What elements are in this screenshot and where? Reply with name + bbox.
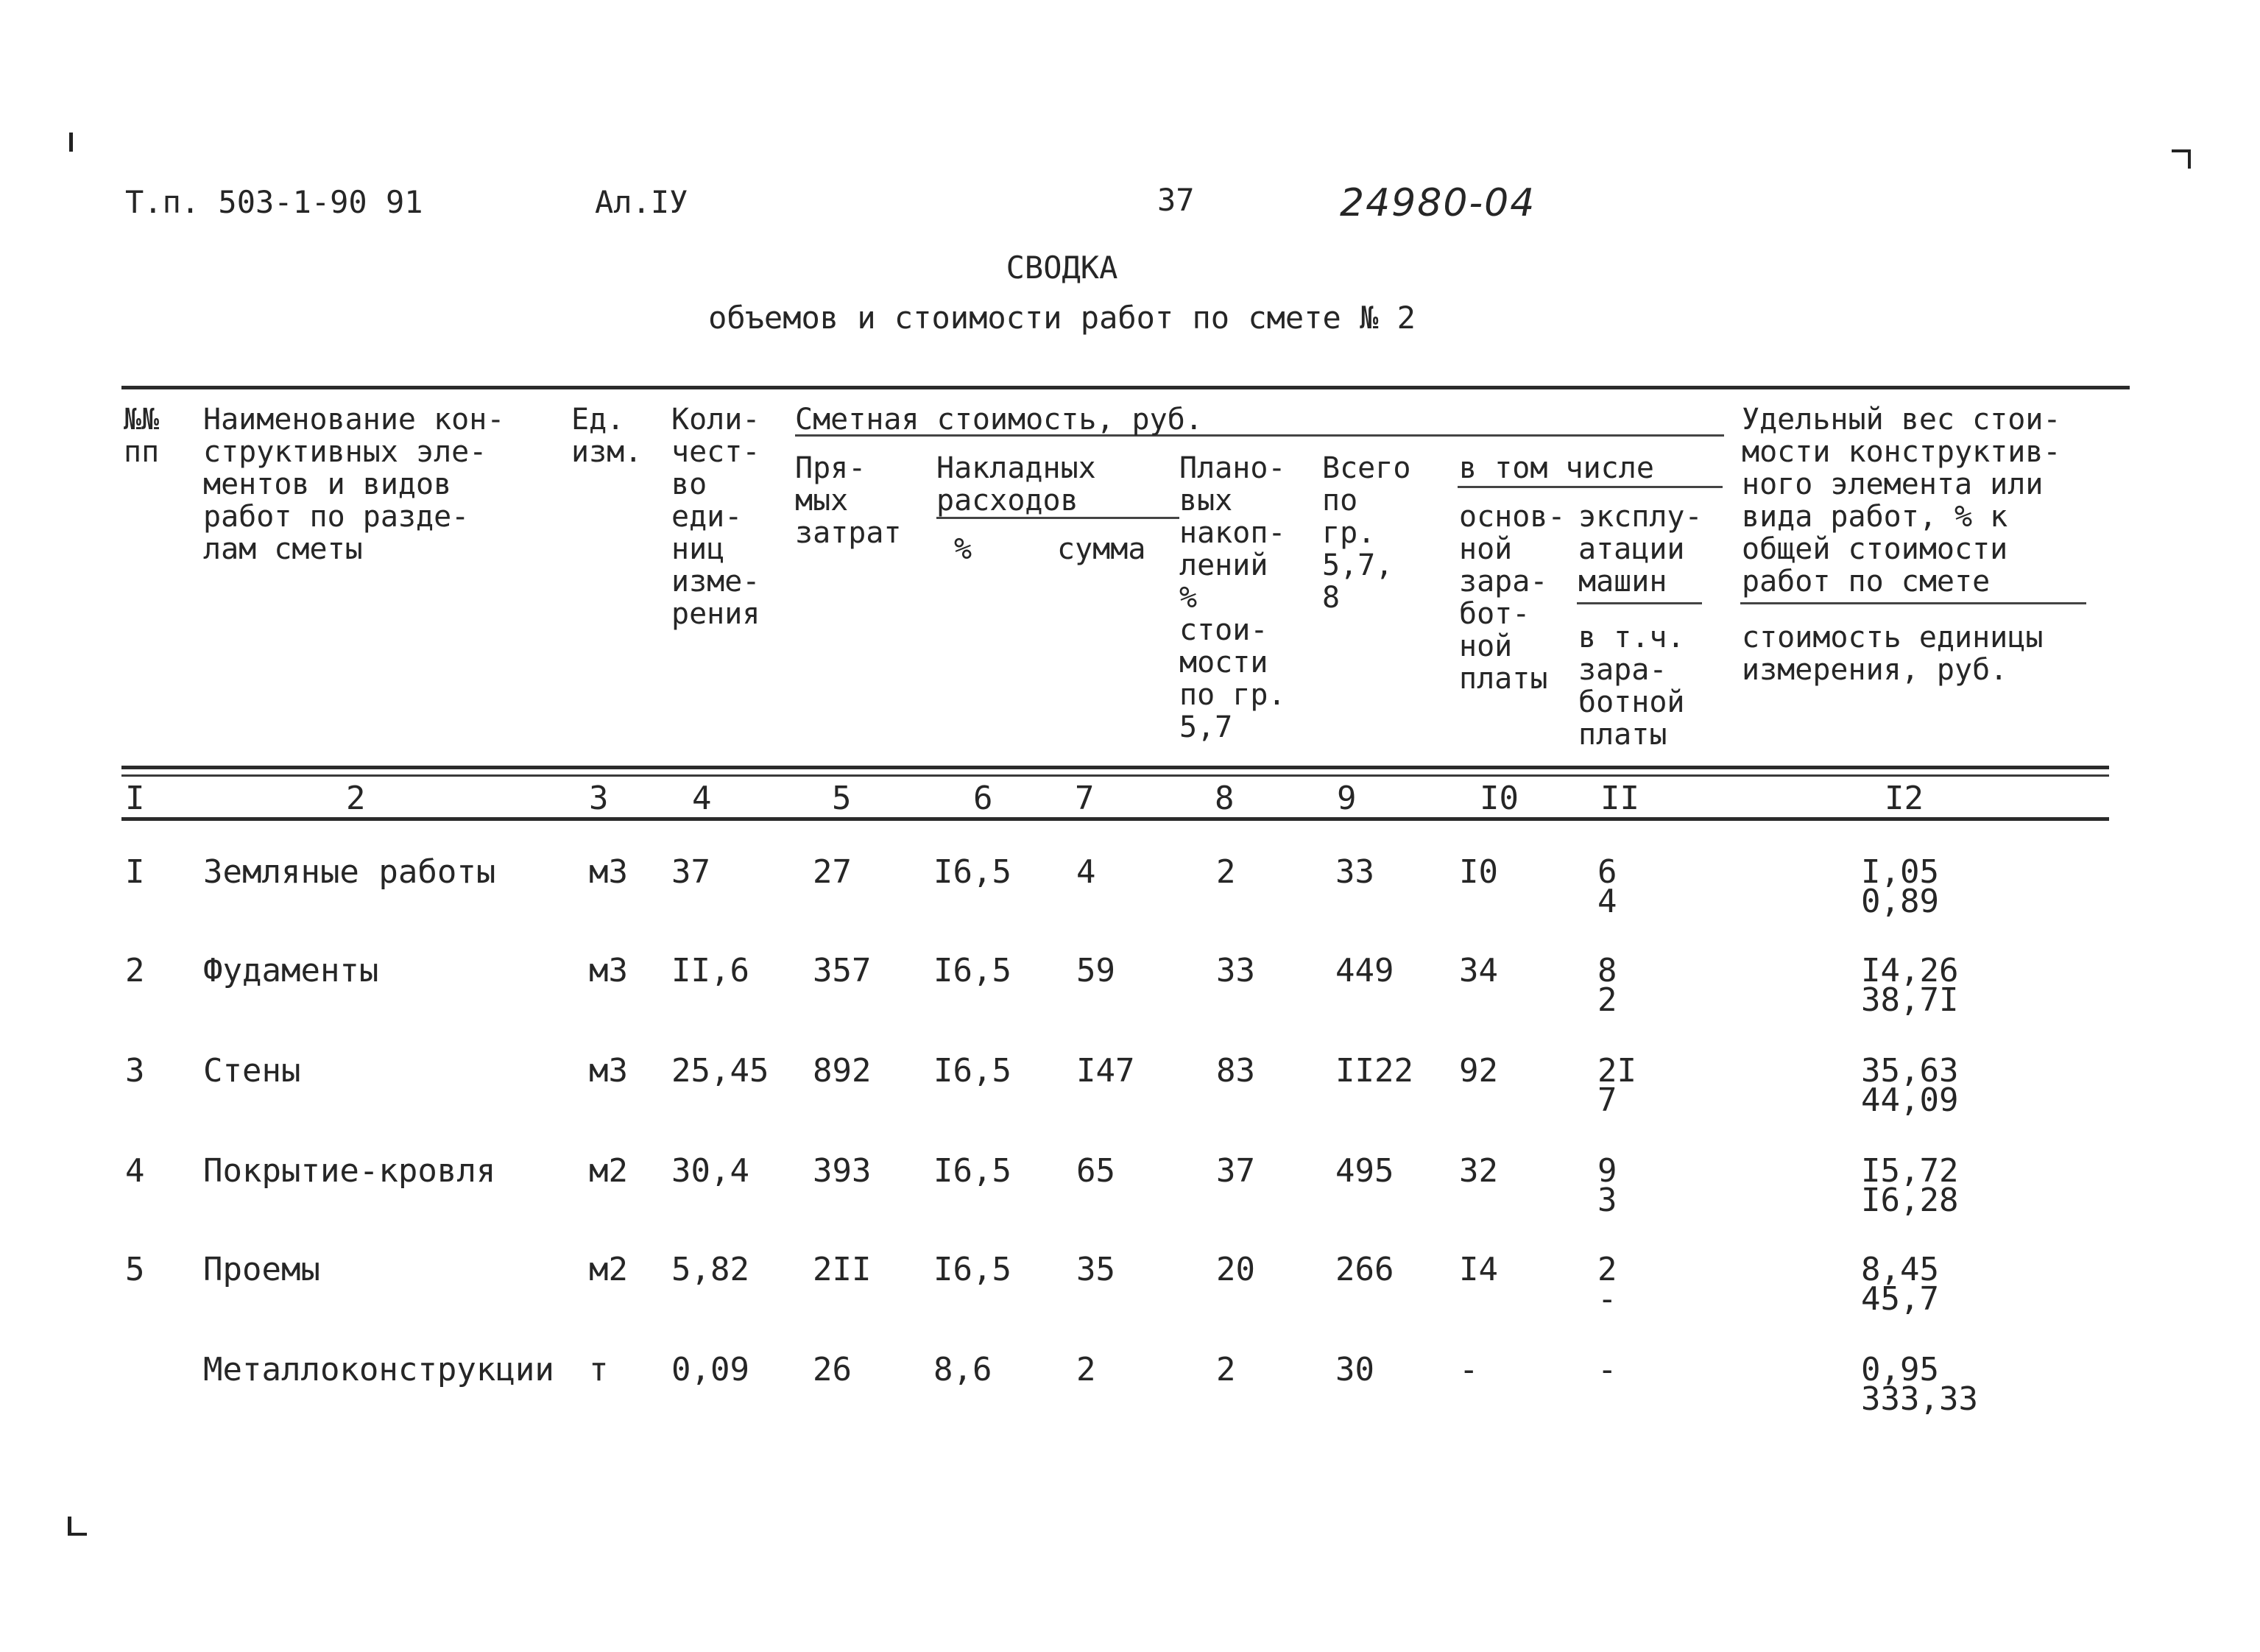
header-col-number: №№ пп: [124, 403, 160, 469]
header-col-name: Наименование кон- структивных эле- ментов и видов работ по разде- лам сметы: [203, 403, 505, 566]
header-col-unit: Ед. изм.: [571, 403, 643, 469]
row-overhead-sum: I47: [1076, 1052, 1135, 1090]
header-col-machine-wages: в т.ч. зара- ботной платы: [1578, 621, 1685, 752]
title-subtitle: объемов и стоимости работ по смете № 2: [708, 300, 1416, 336]
colnum-12: I2: [1885, 780, 1924, 817]
row-unit-cost: 38,7I: [1861, 981, 1959, 1019]
row-number: I: [125, 853, 145, 891]
album-label: Ал.IУ: [595, 184, 688, 220]
row-name: Фудаменты: [203, 952, 379, 989]
row-overhead-sum: 35: [1076, 1251, 1115, 1288]
colnum-5: 5: [832, 780, 852, 817]
header-col-machine-operation: эксплу- атации машин: [1578, 500, 1703, 599]
row-total: 33: [1335, 853, 1374, 891]
row-machine-operation: 9: [1597, 1152, 1617, 1190]
row-planned-savings: 2: [1216, 1351, 1236, 1388]
colnum-10: I0: [1480, 780, 1519, 817]
row-machine-wages: -: [1597, 1280, 1617, 1318]
row-unit: м3: [589, 952, 628, 989]
row-machine-operation: 2I: [1597, 1052, 1636, 1090]
row-unit-cost: 333,33: [1861, 1380, 1978, 1418]
row-name: Покрытие-кровля: [203, 1152, 496, 1190]
row-total: 266: [1335, 1251, 1394, 1288]
row-machine-wages: 4: [1597, 883, 1617, 920]
row-quantity: 0,09: [671, 1351, 749, 1388]
header-col-overhead-sum: сумма: [1057, 532, 1146, 566]
row-overhead-pct: 8,6: [933, 1351, 992, 1388]
header-col-direct-costs: Пря- мых затрат: [795, 451, 902, 550]
row-share: I,05: [1861, 853, 1939, 891]
row-overhead-sum: 65: [1076, 1152, 1115, 1190]
header-bottom-rule: [121, 766, 2109, 769]
row-direct-costs: 892: [813, 1052, 872, 1090]
colnum-3: 3: [589, 780, 609, 817]
row-unit: м2: [589, 1152, 628, 1190]
row-overhead-pct: I6,5: [933, 952, 1011, 989]
row-overhead-sum: 2: [1076, 1351, 1096, 1388]
row-planned-savings: 2: [1216, 853, 1236, 891]
title-main: СВОДКА: [1006, 250, 1118, 286]
row-quantity: 5,82: [671, 1251, 749, 1288]
row-direct-costs: 2II: [813, 1251, 872, 1288]
row-machine-wages: 3: [1597, 1182, 1617, 1219]
header-group-estimated-cost: Сметная стоимость, руб.: [795, 403, 1203, 437]
row-number: 2: [125, 952, 145, 989]
row-overhead-pct: I6,5: [933, 853, 1011, 891]
row-number: 3: [125, 1052, 145, 1090]
row-planned-savings: 33: [1216, 952, 1255, 989]
incl-group-underline: [1458, 486, 1723, 488]
row-direct-costs: 27: [813, 853, 852, 891]
colnum-11: II: [1600, 780, 1639, 817]
row-total: II22: [1335, 1052, 1413, 1090]
row-unit: м2: [589, 1251, 628, 1288]
header-group-including: в том числе: [1459, 451, 1654, 485]
page-number: 37: [1157, 182, 1195, 218]
row-share: 0,95: [1861, 1351, 1939, 1388]
row-unit-cost: 0,89: [1861, 883, 1939, 920]
colnum-4: 4: [692, 780, 712, 817]
row-machine-wages: 2: [1597, 981, 1617, 1019]
row-machine-operation: 6: [1597, 853, 1617, 891]
row-quantity: 25,45: [671, 1052, 769, 1090]
row-name: Металлоконструкции: [203, 1351, 554, 1388]
numbers-top-rule: [121, 774, 2109, 777]
row-base-wages: 34: [1459, 952, 1498, 989]
row-direct-costs: 393: [813, 1152, 872, 1190]
colnum-6: 6: [973, 780, 993, 817]
corner-mark-bottom-left-h: [68, 1533, 87, 1536]
numbers-bottom-rule: [121, 817, 2109, 821]
row-base-wages: 92: [1459, 1052, 1498, 1090]
row-overhead-pct: I6,5: [933, 1251, 1011, 1288]
row-quantity: 37: [671, 853, 710, 891]
row-planned-savings: 83: [1216, 1052, 1255, 1090]
row-overhead-pct: I6,5: [933, 1152, 1011, 1190]
header-col-quantity: Коли- чест- во еди- ниц изме- рения: [671, 403, 760, 631]
row-machine-wages: 7: [1597, 1081, 1617, 1119]
header-col-overhead-pct: %: [954, 532, 972, 566]
row-quantity: II,6: [671, 952, 749, 989]
row-machine-operation: 8: [1597, 952, 1617, 989]
row-planned-savings: 37: [1216, 1152, 1255, 1190]
row-machine-operation: 2: [1597, 1251, 1617, 1288]
share-underline: [1740, 602, 2086, 604]
row-direct-costs: 357: [813, 952, 872, 989]
row-unit: м3: [589, 1052, 628, 1090]
row-overhead-sum: 59: [1076, 952, 1115, 989]
row-share: I5,72: [1861, 1152, 1959, 1190]
row-base-wages: I0: [1459, 853, 1498, 891]
machines-underline: [1577, 602, 1702, 604]
row-base-wages: -: [1459, 1351, 1479, 1388]
row-machine-operation: -: [1597, 1351, 1617, 1388]
header-group-overhead: Накладных расходов: [936, 451, 1096, 518]
row-unit-cost: 45,7: [1861, 1280, 1939, 1318]
colnum-7: 7: [1075, 780, 1095, 817]
header-col-base-wages: основ- ной зара- бот- ной платы: [1459, 500, 1566, 696]
handwritten-number: 24980-04: [1340, 181, 1536, 225]
row-direct-costs: 26: [813, 1351, 852, 1388]
corner-mark-top-left: [69, 133, 73, 152]
row-base-wages: I4: [1459, 1251, 1498, 1288]
row-share: I4,26: [1861, 952, 1959, 989]
table-top-rule: [121, 386, 2130, 389]
header-col-planned-savings: Плано- вых накоп- лений % стои- мости по гр. 5,7: [1179, 451, 1286, 744]
row-overhead-pct: I6,5: [933, 1052, 1011, 1090]
header-col-total: Всего по гр. 5,7, 8: [1322, 451, 1411, 615]
header-col-unit-cost: стоимость единицы измерения, руб.: [1742, 621, 2044, 687]
row-name: Стены: [203, 1052, 301, 1090]
row-share: 35,63: [1861, 1052, 1959, 1090]
corner-mark-top-right-v: [2188, 149, 2191, 169]
row-unit-cost: 44,09: [1861, 1081, 1959, 1119]
row-unit-cost: I6,28: [1861, 1182, 1959, 1219]
row-total: 495: [1335, 1152, 1394, 1190]
doc-code: Т.п. 503-1-90 91: [125, 184, 423, 220]
row-name: Земляные работы: [203, 853, 496, 891]
row-name: Проемы: [203, 1251, 320, 1288]
row-unit: м3: [589, 853, 628, 891]
colnum-1: I: [125, 780, 145, 817]
row-planned-savings: 20: [1216, 1251, 1255, 1288]
row-total: 30: [1335, 1351, 1374, 1388]
header-col-share: Удельный вес стои- мости конструктив- ного элемента или вида работ, % к общей стоимости работ по смете: [1742, 403, 2061, 599]
colnum-9: 9: [1337, 780, 1357, 817]
colnum-2: 2: [346, 780, 366, 817]
row-number: 5: [125, 1251, 145, 1288]
row-overhead-sum: 4: [1076, 853, 1096, 891]
row-total: 449: [1335, 952, 1394, 989]
row-quantity: 30,4: [671, 1152, 749, 1190]
row-share: 8,45: [1861, 1251, 1939, 1288]
row-number: 4: [125, 1152, 145, 1190]
colnum-8: 8: [1215, 780, 1235, 817]
row-unit: т: [589, 1351, 609, 1388]
row-base-wages: 32: [1459, 1152, 1498, 1190]
